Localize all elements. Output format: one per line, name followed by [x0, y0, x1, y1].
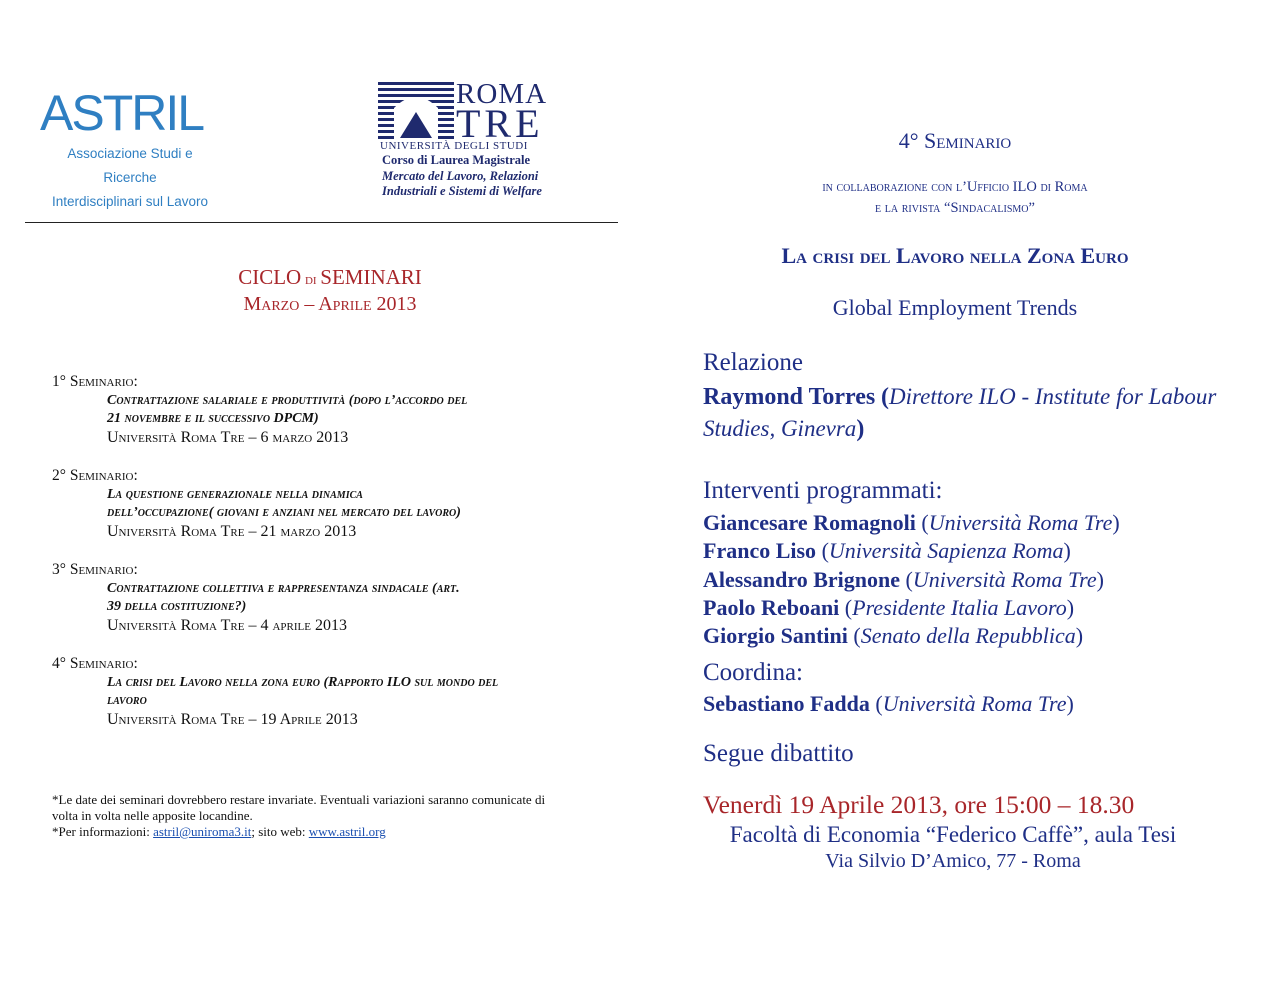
speaker-item: Paolo Reboani (Presidente Italia Lavoro): [703, 594, 1075, 620]
speaker-item: Giorgio Santini (Senato della Repubblica): [703, 623, 1084, 649]
email-link[interactable]: astril@uniroma3.it: [153, 824, 252, 839]
astril-wordmark: ASTRIL: [40, 85, 204, 141]
ciclo-word: CICLO: [238, 265, 302, 289]
event-venue: Facoltà di Economia “Federico Caffè”, aula Tesi: [729, 822, 1177, 847]
seminar-item: [52, 372, 632, 448]
interventi-label: Interventi programmati:: [703, 477, 943, 504]
seminar-place: Università Roma Tre – 19 Aprile 2013: [107, 711, 358, 728]
coordinatore-affiliation: Università Roma Tre: [882, 691, 1067, 716]
seminar-item: [52, 466, 632, 542]
ciclo-title: [140, 265, 520, 292]
footnote-line2: volta in volta nelle apposite locandine.: [52, 808, 253, 823]
seminar-subtitle: Global Employment Trends: [832, 295, 1078, 320]
relatore: Raymond Torres (Direttore ILO - Institute for Labour Studies, Ginevra): [703, 384, 1217, 442]
seminar-item: [52, 654, 632, 730]
speaker-affiliation: Presidente Italia Lavoro: [852, 594, 1067, 620]
event-date: Venerdì 19 Aprile 2013, ore 15:00 – 18.30: [703, 790, 1135, 819]
website-link[interactable]: www.astril.org: [308, 824, 386, 839]
romatre-corso: Corso di Laurea Magistrale: [382, 153, 531, 167]
ciclo-heading: [140, 265, 520, 316]
ciclo-dates: Marzo – Aprile 2013: [243, 293, 417, 315]
romatre-mercato-line2: Industriali e Sistemi di Welfare: [382, 184, 542, 198]
seminar-number: 4° Seminario: [898, 128, 1012, 153]
footnote-website-prefix: ; sito web:: [251, 824, 309, 839]
relazione-label: Relazione: [703, 349, 803, 376]
astril-subtitle-line1: Associazione Studi e Ricerche: [67, 146, 193, 185]
speaker-affiliation: Senato della Repubblica: [860, 623, 1076, 649]
footnote-info-prefix: *Per informazioni:: [52, 824, 154, 839]
seminar-topic-line2: dell’occupazione( giovani e anziani nel mercato del lavoro): [107, 505, 461, 520]
seminar-head: 1° Seminario:: [52, 373, 138, 390]
seminar-topic: [107, 486, 632, 522]
coordina-label: Coordina:: [703, 659, 803, 686]
footnotes: [52, 792, 612, 840]
seminar-topic: [107, 580, 632, 616]
romatre-emblem-icon: [378, 82, 454, 140]
relatore-name: Raymond Torres: [703, 384, 876, 410]
collaboration-line2: e la rivista “Sindacalismo”: [875, 200, 1035, 216]
collaboration-line1: in collaborazione con l’Ufficio ILO di Roma: [822, 179, 1088, 195]
segue-dibattito: Segue dibattito: [703, 740, 854, 767]
coordinatore-name: Sebastiano Fadda: [703, 691, 870, 716]
speaker-name: Giancesare Romagnoli: [703, 510, 916, 535]
romatre-mercato: [382, 169, 612, 199]
seminar-topic-line1: La questione generazionale nella dinamica: [107, 487, 363, 502]
speaker-list: [703, 509, 1243, 650]
relatore-role: Direttore ILO - Institute for Labour Studies, Ginevra: [703, 384, 1217, 441]
seminar-item: [52, 560, 632, 636]
speaker-name: Alessandro Brignone: [703, 566, 901, 592]
speaker-item: Franco Liso (Università Sapienza Roma): [703, 538, 1071, 564]
romatre-mercato-line1: Mercato del Lavoro, Relazioni: [382, 169, 539, 183]
seminar-topic-line1: Contrattazione salariale e produttività (dopo l’accordo del: [107, 393, 468, 408]
coordinatore: Sebastiano Fadda (Università Roma Tre): [703, 691, 1074, 716]
astril-subtitle-line2: Interdisciplinari sul Lavoro: [51, 194, 209, 209]
seminar-topic-line2: 39 della costituzione?): [107, 599, 247, 614]
seminar-topic-line2: 21 novembre e il successivo DPCM): [107, 411, 319, 426]
astril-subtitle: [40, 142, 220, 214]
seminar-title: La crisi del Lavoro nella Zona Euro: [781, 243, 1129, 268]
romatre-universita: UNIVERSITÀ DEGLI STUDI: [380, 140, 528, 152]
speaker-affiliation: Università Roma Tre: [928, 510, 1113, 535]
divider: [25, 222, 618, 223]
speaker-item: Giancesare Romagnoli (Università Roma Tre): [703, 510, 1120, 535]
speaker-item: Alessandro Brignone (Università Roma Tre): [703, 566, 1104, 592]
footnote-line1: *Le date dei seminari dovrebbero restare invariate. Eventuali variazioni saranno comunicate di: [52, 792, 546, 807]
speaker-name: Franco Liso: [703, 538, 817, 564]
speaker-affiliation: Università Sapienza Roma: [828, 538, 1064, 564]
seminar-place: Università Roma Tre – 21 marzo 2013: [107, 523, 357, 540]
seminar-topic: [107, 392, 632, 428]
speaker-affiliation: Università Roma Tre: [912, 566, 1097, 592]
seminar-topic-line2: lavoro: [107, 693, 147, 708]
collaboration: [700, 177, 1210, 219]
astril-logo: [40, 85, 220, 214]
romatre-tre: TRE: [456, 101, 544, 146]
footnote-line3: [52, 824, 612, 840]
speaker-name: Paolo Reboani: [703, 594, 840, 620]
seminar-place: Università Roma Tre – 6 marzo 2013: [107, 429, 349, 446]
seminar-topic-line1: La crisi del Lavoro nella zona euro (Rapporto ILO sul mondo del: [107, 675, 499, 690]
seminar-topic: [107, 674, 632, 710]
speaker-name: Giorgio Santini: [703, 623, 854, 649]
event-address: Via Silvio D’Amico, 77 - Roma: [825, 850, 1081, 872]
seminar-head: 2° Seminario:: [52, 467, 138, 484]
romatre-roma: ROMA: [456, 78, 548, 110]
ciclo-seminari: SEMINARI: [320, 265, 422, 289]
seminar-head: 4° Seminario:: [52, 655, 138, 672]
seminar-head: 3° Seminario:: [52, 561, 138, 578]
seminar-topic-line1: Contrattazione collettiva e rappresentanza sindacale (art.: [107, 581, 460, 596]
seminar-place: Università Roma Tre – 4 aprile 2013: [107, 617, 347, 634]
ciclo-di: di: [301, 272, 321, 288]
